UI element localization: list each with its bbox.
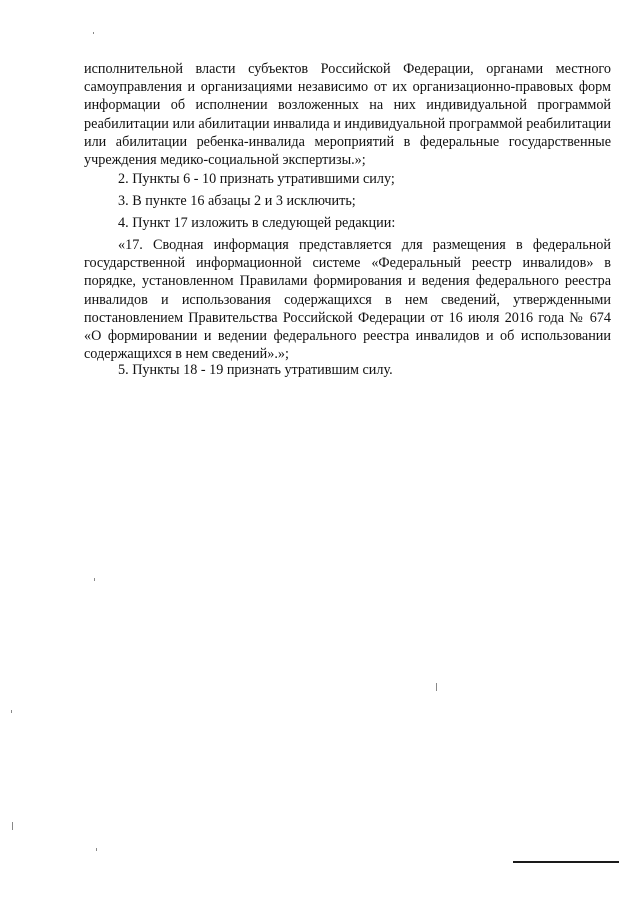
paragraph-quote-17: «17. Сводная информация представляется для размещения в федеральной государственной информационной системе «Федеральный реестр инвалидов» в порядке, установленном Правилами формирования и ведения федерального реестра инвалидов и использования содержащихся в нем сведений, утвержденными постановлением Правительства Российской Федерации от 16 июля 2016 года № 674 «О формировании и ведении федерального реестра инвалидов и об использовании содержащихся в нем сведений».»; [84, 237, 611, 363]
scan-speck [436, 683, 437, 691]
footer-rule [513, 861, 619, 863]
scan-speck [12, 822, 13, 830]
paragraph-item-2: 2. Пункты 6 - 10 признать утратившими силу; [118, 171, 395, 187]
scan-speck [96, 848, 97, 851]
paragraph-item-3: 3. В пункте 16 абзацы 2 и 3 исключить; [118, 193, 356, 209]
scan-speck [94, 578, 95, 581]
scan-speck [93, 32, 94, 34]
paragraph-continuation: исполнительной власти субъектов Российской Федерации, органами местного самоуправления и организациями независимо от их организационно-правовых форм информации об исполнении возложенных на них индивидуальной программой реабилитации или абилитации инвалида и индивидуальной программой реабилитации или абилитации ребенка-инвалида мероприятий в федеральные государственные учреждения медико-социальной экспертизы.»; [84, 61, 611, 169]
paragraph-item-4: 4. Пункт 17 изложить в следующей редакции: [118, 215, 396, 231]
paragraph-item-5: 5. Пункты 18 - 19 признать утратившим силу. [118, 362, 393, 378]
scan-speck [11, 710, 12, 713]
